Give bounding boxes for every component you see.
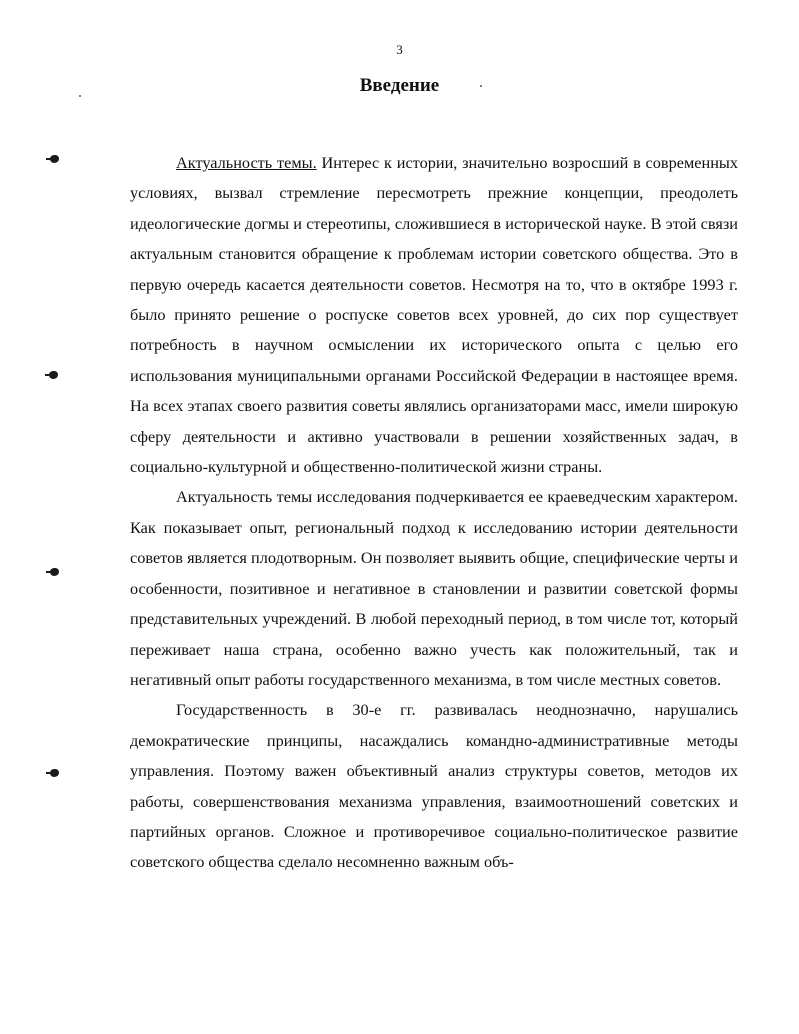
paragraph-text: Государственность в 30-е гг. развивалась неоднозначно, нарушались демократические принципы, насаждались командно-административные методы управления. Поэтому важен объективный анализ структуры советов, методов их работы, совершенствования механизма управления, взаимоотношений советских и партийных органов. Сложное и противоречивое социально-политическое развитие советского общества сделало несомненно важным объ- bbox=[130, 700, 738, 872]
page-number: 3 bbox=[396, 42, 403, 57]
paragraph-text: Актуальность темы исследования подчеркивается ее краеведческим характером. Как показывает опыт, региональный подход к исследованию истории деятельности советов является плодотворным. Он позволяет выявить общие, специфические черты и особенности, позитивное и негативное в становлении и развитии советской формы представительных учреждений. В любой переходный период, в том числе тот, который переживает наша страна, особенно важно учесть как положительный, так и негативный опыт работы государственного механизма, в том числе местных советов. bbox=[130, 487, 738, 689]
punch-hole-mark bbox=[50, 155, 59, 163]
paragraph-statehood bbox=[130, 695, 738, 877]
punch-hole-mark bbox=[50, 568, 59, 576]
paragraph-relevance bbox=[130, 148, 738, 482]
document-body bbox=[130, 148, 738, 878]
paragraph-regional bbox=[130, 482, 738, 695]
page-title: Введение bbox=[359, 75, 440, 96]
paragraph-text: Интерес к истории, значительно возросший в современных условиях, вызвал стремление пересмотреть прежние концепции, преодолеть идеологические догмы и стереотипы, сложившиеся в исторической науке. В этой связи актуальным становится обращение к проблемам истории советского общества. Это в первую очередь касается деятельности советов. Несмотря на то, что в октябре 1993 г. было принято решение о роспуске советов всех уровней, до сих пор существует потребность в научном осмыслении их исторического опыта с целью его использования муниципальными органами Российской Федерации в настоящее время. На всех этапах своего развития советы являлись организаторами масс, имели широкую сферу деятельности и активно участвовали в решении хозяйственных задач, в социально-культурной и общественно-политической жизни страны. bbox=[130, 153, 738, 477]
punch-hole-mark bbox=[49, 371, 58, 379]
paragraph-lead: Актуальность темы. bbox=[176, 153, 317, 172]
punch-hole-mark bbox=[50, 769, 59, 777]
